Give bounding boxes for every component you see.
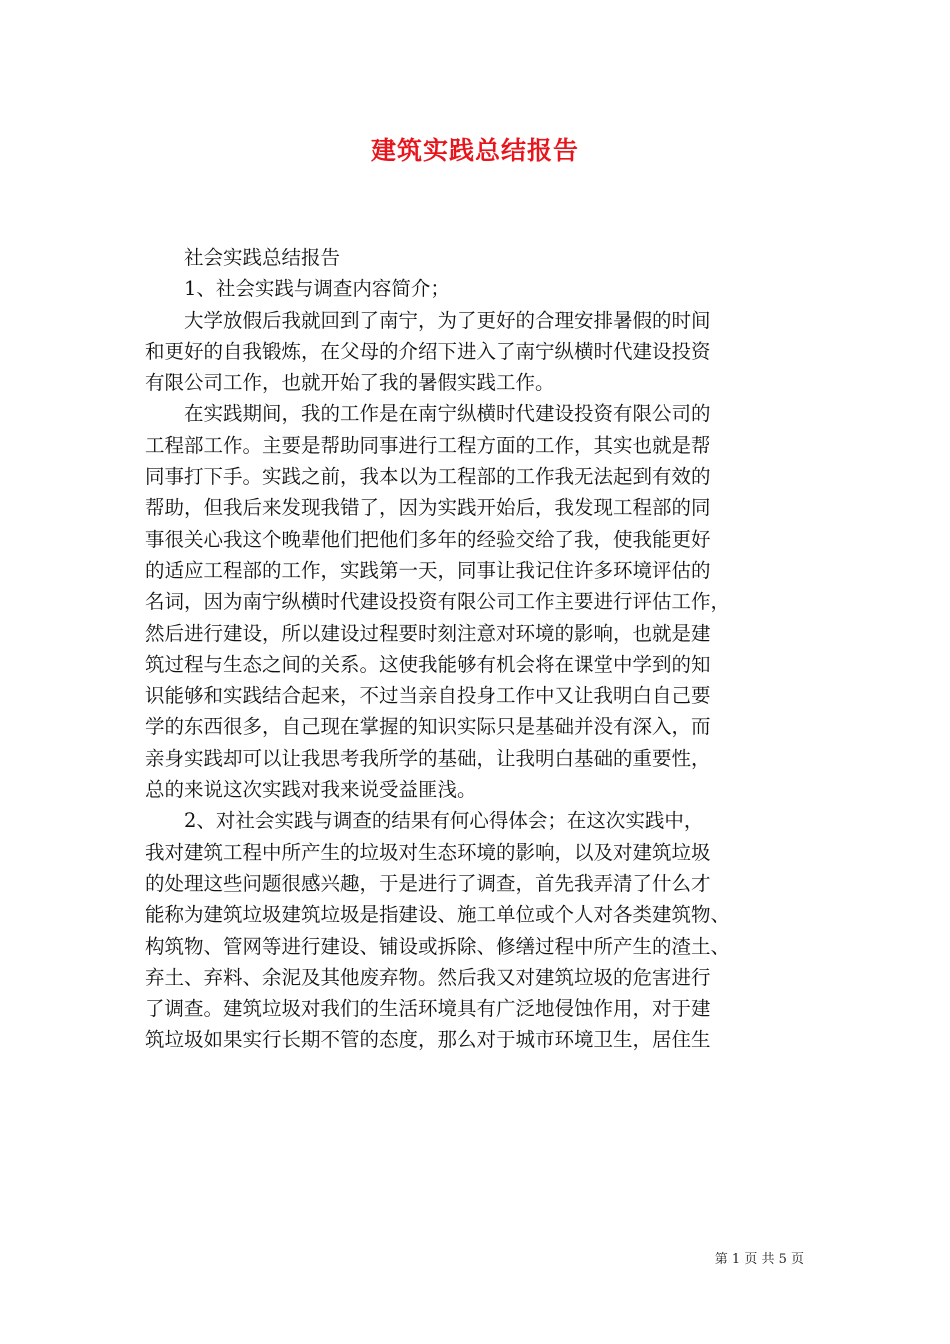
- text-line: 我对建筑工程中所产生的垃圾对生态环境的影响，以及对建筑垃圾: [145, 840, 711, 864]
- text-line: 筑过程与生态之间的关系。这使我能够有机会将在课堂中学到的知: [145, 652, 711, 676]
- text-line: 的适应工程部的工作，实践第一天，同事让我记住许多环境评估的: [145, 558, 711, 582]
- text-line: 构筑物、管网等进行建设、铺设或拆除、修缮过程中所产生的渣土、: [145, 934, 731, 958]
- text-line: 同事打下手。实践之前，我本以为工程部的工作我无法起到有效的: [145, 465, 711, 489]
- text-line: 和更好的自我锻炼，在父母的介绍下进入了南宁纵横时代建设投资: [145, 339, 711, 363]
- text-line: 的处理这些问题很感兴趣，于是进行了调查，首先我弄清了什么才: [145, 871, 711, 895]
- text-line: 学的东西很多，自己现在掌握的知识实际只是基础并没有深入，而: [145, 715, 711, 739]
- text-line: 社会实践总结报告: [145, 246, 341, 269]
- text-line: 弃土、弃料、余泥及其他废弃物。然后我又对建筑垃圾的危害进行: [145, 965, 711, 989]
- text-line: 1、社会实践与调查内容简介；: [145, 277, 450, 301]
- document-body: [145, 242, 810, 1056]
- text-line: 在实践期间，我的工作是在南宁纵横时代建设投资有限公司的: [145, 402, 711, 426]
- text-line: 有限公司工作，也就开始了我的暑假实践工作。: [145, 371, 555, 395]
- text-line: 筑垃圾如果实行长期不管的态度，那么对于城市环境卫生，居住生: [145, 1028, 711, 1052]
- text-line: 工程部工作。主要是帮助同事进行工程方面的工作，其实也就是帮: [145, 433, 711, 457]
- text-line: 大学放假后我就回到了南宁，为了更好的合理安排暑假的时间: [145, 308, 711, 332]
- text-line: 了调查。建筑垃圾对我们的生活环境具有广泛地侵蚀作用，对于建: [145, 997, 711, 1021]
- text-line: 帮助，但我后来发现我错了，因为实践开始后，我发现工程部的同: [145, 496, 711, 520]
- text-line: 2、对社会实践与调查的结果有何心得体会；在这次实践中，: [145, 809, 704, 833]
- text-line: 然后进行建设，所以建设过程要时刻注意对环境的影响，也就是建: [145, 621, 711, 645]
- text-line: 总的来说这次实践对我来说受益匪浅。: [145, 778, 477, 802]
- text-line: 识能够和实践结合起来，不过当亲自投身工作中又让我明白自己要: [145, 684, 711, 708]
- text-line: 亲身实践却可以让我思考我所学的基础，让我明白基础的重要性，: [145, 746, 711, 770]
- text-line: 能称为建筑垃圾建筑垃圾是指建设、施工单位或个人对各类建筑物、: [145, 903, 731, 927]
- text-line: 事很关心我这个晚辈他们把他们多年的经验交给了我，使我能更好: [145, 527, 711, 551]
- page-footer: 第 1 页 共 5 页: [714, 1252, 804, 1267]
- text-line: 名词，因为南宁纵横时代建设投资有限公司工作主要进行评估工作，: [145, 590, 731, 614]
- document-title: 建筑实践总结报告: [370, 136, 579, 165]
